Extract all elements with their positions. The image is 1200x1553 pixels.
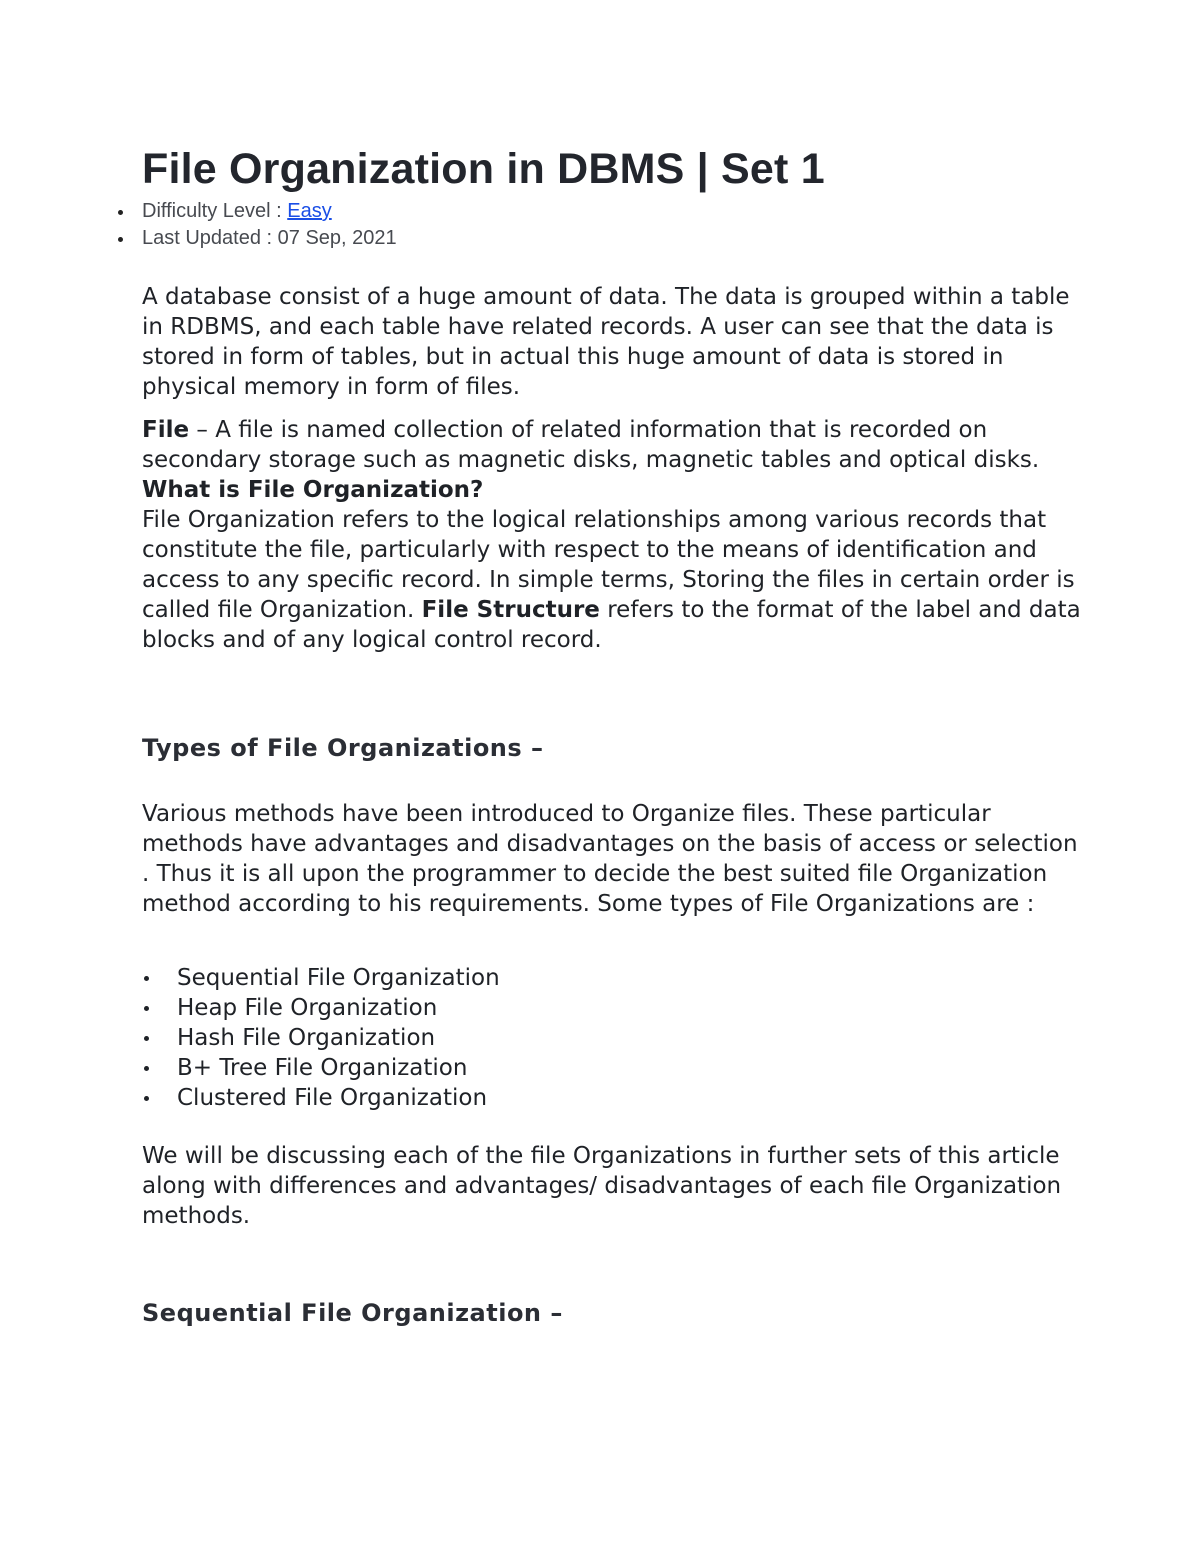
intro-paragraph: A database consist of a huge amount of data. The data is grouped within a table in RDBMS, and each table have related records. A user can see that the data is stored in form of tables, but in actual this huge amount of data is stored in physical memory in form of files. xyxy=(142,284,1070,400)
updated-label: Last Updated : xyxy=(142,227,278,249)
types-intro: Various methods have been introduced to Organize files. These particular methods have advantages and disadvantages on the basis of access or selection . Thus it is all upon the programmer to decide the best suited file Organization method according to his requirements. Some types of File Organizations are : xyxy=(142,801,1078,917)
page-title: File Organization in DBMS | Set 1 xyxy=(142,145,825,193)
article-meta xyxy=(142,198,1082,252)
file-structure-text: refers to the format of the label and data blocks and of any logical control record. xyxy=(142,597,1081,653)
list-item: Heap File Organization xyxy=(142,993,1082,1023)
types-list xyxy=(142,963,1082,1113)
sequential-heading: Sequential File Organization – xyxy=(142,1299,563,1327)
what-is-paragraph xyxy=(142,505,1082,655)
article xyxy=(142,140,1082,1328)
what-is-heading: What is File Organization? xyxy=(142,477,484,503)
types-heading: Types of File Organizations – xyxy=(142,734,544,762)
what-is-text: File Organization refers to the logical relationships among various records that constitute the file, particularly with respect to the means of identification and access to any specific record. In simple terms, Storing the files in certain order is called file Organization. xyxy=(142,507,1075,623)
file-definition xyxy=(142,415,1082,475)
list-item: Clustered File Organization xyxy=(142,1083,1082,1113)
updated-date: 07 Sep, 2021 xyxy=(277,227,397,249)
list-item: B+ Tree File Organization xyxy=(142,1053,1082,1083)
difficulty-level xyxy=(142,198,1082,225)
list-item: Hash File Organization xyxy=(142,1023,1082,1053)
closing-paragraph: We will be discussing each of the file Organizations in further sets of this article along with differences and advantages/ disadvantages of each file Organization methods. xyxy=(142,1143,1062,1229)
file-term: File xyxy=(142,417,190,443)
file-definition-text: – A file is named collection of related information that is recorded on secondary storage such as magnetic disks, magnetic tables and optical disks. xyxy=(142,417,1040,473)
last-updated xyxy=(142,225,1082,252)
difficulty-label: Difficulty Level : xyxy=(142,200,288,222)
file-structure-term: File Structure xyxy=(421,597,600,623)
list-item: Sequential File Organization xyxy=(142,963,1082,993)
article-body xyxy=(142,282,1082,1328)
difficulty-link[interactable]: Easy xyxy=(287,200,332,222)
